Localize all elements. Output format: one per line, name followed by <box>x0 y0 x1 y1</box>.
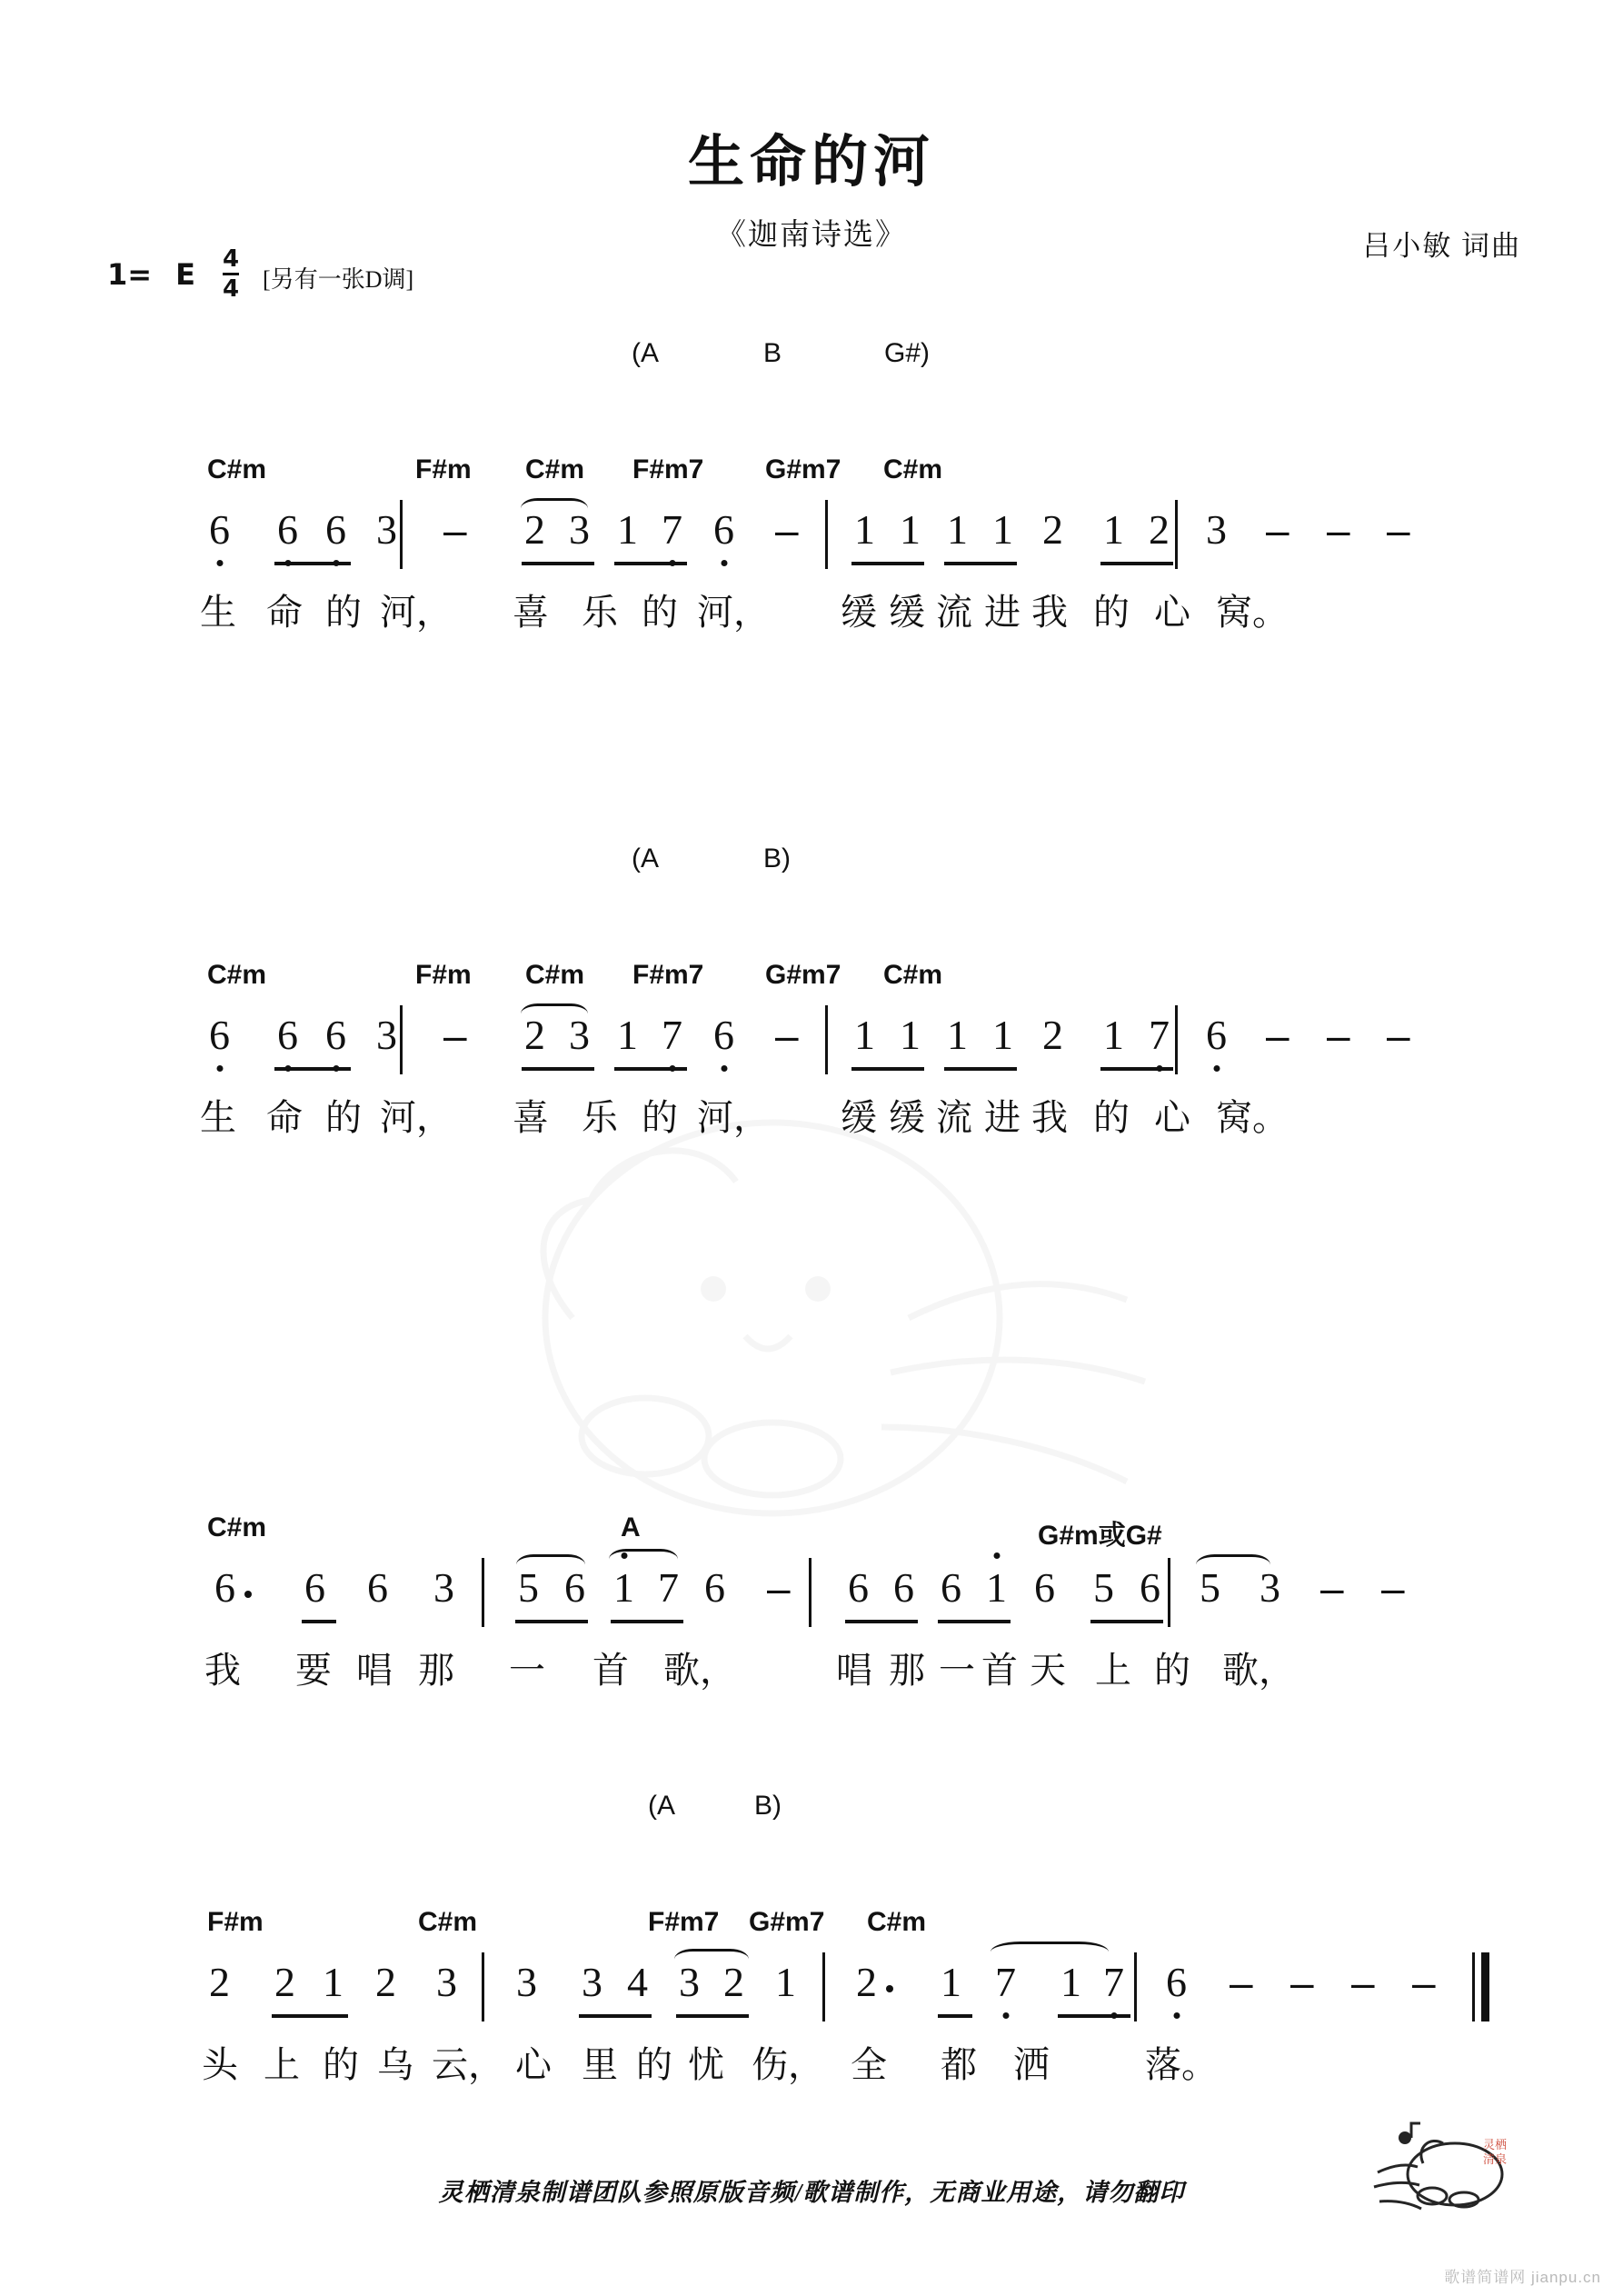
note-extender-dash: – <box>1266 506 1289 554</box>
chord-row <box>0 1512 1623 1554</box>
lyric-syllable: 要 <box>295 1650 332 1692</box>
chord-label: F#m <box>415 454 472 484</box>
barline <box>400 1005 403 1074</box>
beam-line <box>611 1620 683 1623</box>
chord-label: C#m <box>525 454 585 484</box>
alternate-chord-label: B) <box>754 1791 782 1821</box>
lyric-syllable: 缓 <box>841 592 877 634</box>
lyric-syllable: 流 <box>936 1097 972 1139</box>
note-number: 6 <box>1034 1564 1055 1611</box>
note-extender-dash: – <box>767 1564 791 1612</box>
beam-line <box>1100 562 1173 565</box>
note-number: 5 <box>518 1564 539 1611</box>
note-number: 6 <box>325 1012 346 1058</box>
note-number: 6 <box>1206 1012 1227 1058</box>
alternate-chord-row <box>0 1354 1623 1396</box>
lyric-syllable: 河， <box>697 592 770 634</box>
beam-line <box>614 562 687 565</box>
note-number: 6 <box>848 1564 869 1611</box>
lyric-syllable: 首 <box>592 1650 629 1692</box>
key-note: [另有一张D调] <box>263 266 414 293</box>
alternate-chord-label: B <box>763 338 782 368</box>
chord-label: A <box>621 1512 641 1542</box>
note-extender-dash: – <box>1387 506 1410 554</box>
note-number: 5 <box>1200 1564 1220 1611</box>
music-system <box>0 1354 1623 1716</box>
lyric-syllable: 全 <box>851 2044 887 2086</box>
note-number: 3 <box>582 1959 602 2005</box>
note-number: 3 <box>516 1959 537 2005</box>
lyric-syllable: 唱 <box>836 1650 872 1692</box>
note-number: 1 <box>992 506 1013 553</box>
lyric-syllable: 流 <box>936 592 972 634</box>
note-number: 3 <box>436 1959 457 2005</box>
notation-row <box>0 496 1623 584</box>
lyric-syllable: 河， <box>380 1097 453 1139</box>
lyric-syllable: 我 <box>1031 1097 1068 1139</box>
note-extender-dash: – <box>775 506 799 554</box>
note-extender-dash: – <box>1381 1564 1405 1612</box>
chord-label: C#m <box>207 1512 267 1542</box>
note-number: 6 <box>367 1564 388 1611</box>
note-number: 1 <box>617 506 638 553</box>
beam-line <box>1058 2014 1130 2018</box>
key-value: E <box>175 256 195 292</box>
barline <box>1175 500 1178 569</box>
lyric-syllable: 伤， <box>752 2044 824 2086</box>
note-number: 3 <box>376 1012 397 1058</box>
note-number: 2 <box>524 506 545 553</box>
lyric-syllable: 的 <box>1093 592 1130 634</box>
lyric-syllable: 歌， <box>1222 1650 1295 1692</box>
note-number: 6 <box>209 1012 230 1058</box>
note-number: 2 <box>209 1959 230 2005</box>
lyric-syllable: 都 <box>941 2044 977 2086</box>
lyrics-row <box>0 584 1623 658</box>
chord-label: C#m <box>207 454 267 484</box>
note-number: 2 <box>856 1959 877 2005</box>
beam-line <box>845 1620 918 1623</box>
note-number: 5 <box>1093 1564 1114 1611</box>
lyric-syllable: 生 <box>200 1097 236 1139</box>
note-extender-dash: – <box>1230 1959 1253 2006</box>
lyric-syllable: 的 <box>642 592 678 634</box>
chord-label: F#m <box>207 1907 264 1937</box>
note-number: 7 <box>658 1564 679 1611</box>
barline <box>825 500 828 569</box>
lyric-syllable: 的 <box>642 1097 678 1139</box>
lyric-syllable: 缓 <box>889 1097 925 1139</box>
note-extender-dash: – <box>1327 506 1350 554</box>
beam-line <box>944 562 1017 565</box>
note-number: 7 <box>1149 1012 1170 1058</box>
lyric-syllable: 缓 <box>841 1097 877 1139</box>
barline <box>1168 1558 1170 1627</box>
chord-label: C#m <box>207 960 267 990</box>
svg-text:清泉: 清泉 <box>1483 2153 1508 2167</box>
lyric-syllable: 命 <box>266 1097 303 1139</box>
note-number: 2 <box>1042 1012 1063 1058</box>
note-number: 1 <box>323 1959 344 2005</box>
chord-label: F#m7 <box>632 960 704 990</box>
note-number: 7 <box>662 1012 682 1058</box>
note-number: 1 <box>1060 1959 1081 2005</box>
alternate-chord-label: B) <box>763 844 791 873</box>
note-number: 6 <box>209 506 230 553</box>
song-subtitle: 《迦南诗选》 <box>716 219 907 252</box>
barline <box>482 1952 484 2021</box>
note-extender-dash: – <box>1387 1012 1410 1059</box>
note-number: 1 <box>613 1564 634 1611</box>
note-number: 3 <box>1206 506 1227 553</box>
notation-row <box>0 1002 1623 1089</box>
chord-label: F#m <box>415 960 472 990</box>
barline <box>1134 1952 1137 2021</box>
barline <box>1175 1005 1178 1074</box>
lyric-syllable: 进 <box>984 1097 1021 1139</box>
alternate-chord-row <box>0 844 1623 885</box>
lyric-syllable: 云， <box>432 2044 504 2086</box>
chord-label: C#m <box>418 1907 478 1937</box>
key-prefix: 1= <box>107 256 153 292</box>
note-number: 6 <box>713 506 734 553</box>
lyric-syllable: 的 <box>325 1097 362 1139</box>
lyric-syllable: 天 <box>1030 1650 1066 1692</box>
note-number: 2 <box>723 1959 744 2005</box>
alternate-chord-label: (A <box>632 338 659 368</box>
beam-line <box>1100 1067 1173 1071</box>
note-number: 6 <box>704 1564 725 1611</box>
barline <box>825 1005 828 1074</box>
lyric-syllable: 生 <box>200 592 236 634</box>
key-signature-block <box>107 247 413 301</box>
lyric-syllable: 河， <box>697 1097 770 1139</box>
beam-line <box>944 1067 1017 1071</box>
note-number: 1 <box>854 506 875 553</box>
note-number: 2 <box>524 1012 545 1058</box>
chord-label: C#m <box>867 1907 927 1937</box>
note-number: 1 <box>947 1012 968 1058</box>
producer-stamp-icon <box>1369 2118 1532 2218</box>
barline <box>400 500 403 569</box>
meter-denominator: 4 <box>223 273 239 301</box>
beam-line <box>579 2014 652 2018</box>
beam-line <box>302 1620 336 1623</box>
beam-line <box>851 1067 924 1071</box>
lyrics-row <box>0 2036 1623 2111</box>
lyric-syllable: 进 <box>984 592 1021 634</box>
lyric-syllable: 命 <box>266 592 303 634</box>
lyrics-row <box>0 1642 1623 1716</box>
beam-line <box>522 562 594 565</box>
lyric-syllable: 落。 <box>1145 2044 1218 2086</box>
note-number: 6 <box>277 1012 298 1058</box>
note-number: 2 <box>1149 506 1170 553</box>
lyric-syllable: 河， <box>380 592 453 634</box>
beam-line <box>522 1067 594 1071</box>
note-extender-dash: – <box>1290 1959 1314 2006</box>
lyric-syllable: 的 <box>323 2044 359 2086</box>
song-title: 生命的河 <box>687 128 935 195</box>
notation-row <box>0 1949 1623 2036</box>
note-number: 1 <box>986 1564 1007 1611</box>
note-number: 6 <box>1166 1959 1187 2005</box>
chord-label: C#m <box>525 960 585 990</box>
note-number: 3 <box>433 1564 454 1611</box>
lyric-syllable: 我 <box>204 1650 241 1692</box>
footer-note: 灵栖清泉制谱团队参照原版音频/歌谱制作，无商业用途，请勿翻印 <box>438 2179 1185 2206</box>
note-number: 1 <box>775 1959 796 2005</box>
lyric-syllable: 喜 <box>513 1097 549 1139</box>
note-number: 3 <box>569 506 590 553</box>
chord-label: G#m7 <box>749 1907 825 1937</box>
note-number: 6 <box>214 1564 235 1611</box>
alternate-chord-row <box>0 1791 1623 1832</box>
note-number: 3 <box>679 1959 700 2005</box>
svg-text:灵栖: 灵栖 <box>1483 2139 1508 2152</box>
beam-line <box>851 562 924 565</box>
lyric-syllable: 上 <box>264 2044 300 2086</box>
music-system <box>0 1791 1623 2111</box>
lyric-syllable: 的 <box>325 592 362 634</box>
music-system <box>0 844 1623 1163</box>
lyric-syllable: 的 <box>636 2044 672 2086</box>
lyric-syllable: 一 <box>509 1650 545 1692</box>
note-number: 2 <box>1042 506 1063 553</box>
note-number: 2 <box>375 1959 396 2005</box>
lyric-syllable: 心 <box>1154 592 1190 634</box>
note-number: 1 <box>854 1012 875 1058</box>
note-extender-dash: – <box>775 1012 799 1059</box>
note-number: 6 <box>325 506 346 553</box>
lyric-syllable: 心 <box>1154 1097 1190 1139</box>
lyric-syllable: 唱 <box>356 1650 393 1692</box>
lyric-syllable: 的 <box>1154 1650 1190 1692</box>
lyric-syllable: 窝。 <box>1216 1097 1289 1139</box>
lyrics-row <box>0 1089 1623 1163</box>
note-number: 6 <box>713 1012 734 1058</box>
beam-line <box>676 2014 749 2018</box>
composer-credit: 吕小敏 词曲 <box>1362 230 1521 262</box>
notation-row <box>0 1554 1623 1642</box>
barline <box>482 1558 484 1627</box>
note-number: 6 <box>304 1564 325 1611</box>
lyric-syllable: 里 <box>582 2044 618 2086</box>
note-number: 1 <box>1103 506 1124 553</box>
note-number: 6 <box>277 506 298 553</box>
note-number: 1 <box>900 506 921 553</box>
lyric-syllable: 忧 <box>688 2044 724 2086</box>
lyric-syllable: 那 <box>418 1650 454 1692</box>
note-extender-dash: – <box>1320 1564 1344 1612</box>
site-credit: 歌谱简谱网 jianpu.cn <box>1444 2269 1601 2286</box>
chord-label: F#m7 <box>648 1907 720 1937</box>
lyric-syllable: 上 <box>1095 1650 1131 1692</box>
note-extender-dash: – <box>1266 1012 1289 1059</box>
lyric-syllable: 喜 <box>513 592 549 634</box>
note-number: 2 <box>274 1959 295 2005</box>
lyric-syllable: 乐 <box>582 592 618 634</box>
beam-line <box>1090 1620 1163 1623</box>
lyric-syllable: 乌 <box>377 2044 413 2086</box>
lyric-syllable: 首 <box>981 1650 1018 1692</box>
barline <box>822 1952 825 2021</box>
lyric-syllable: 我 <box>1031 592 1068 634</box>
note-number: 6 <box>893 1564 914 1611</box>
alternate-chord-row <box>0 338 1623 380</box>
note-number: 1 <box>992 1012 1013 1058</box>
beam-line <box>272 2014 348 2018</box>
note-extender-dash: – <box>443 1012 467 1059</box>
chord-row <box>0 454 1623 496</box>
note-number: 6 <box>1140 1564 1160 1611</box>
beam-line <box>938 1620 1011 1623</box>
chord-label: G#m或G# <box>1038 1521 1162 1551</box>
note-number: 3 <box>569 1012 590 1058</box>
chord-label: G#m7 <box>765 454 841 484</box>
alternate-chord-label: (A <box>648 1791 675 1821</box>
note-number: 1 <box>617 1012 638 1058</box>
time-signature <box>223 247 239 301</box>
note-extender-dash: – <box>1327 1012 1350 1059</box>
lyric-syllable: 那 <box>889 1650 925 1692</box>
note-number: 1 <box>1103 1012 1124 1058</box>
note-extender-dash: – <box>443 506 467 554</box>
note-extender-dash: – <box>1351 1959 1375 2006</box>
meter-numerator: 4 <box>222 245 240 273</box>
music-system <box>0 338 1623 658</box>
barline <box>809 1558 812 1627</box>
note-number: 7 <box>662 506 682 553</box>
lyric-syllable: 歌， <box>663 1650 736 1692</box>
lyric-syllable: 乐 <box>582 1097 618 1139</box>
chord-label: F#m7 <box>632 454 704 484</box>
lyric-syllable: 洒 <box>1013 2044 1050 2086</box>
lyric-syllable: 头 <box>202 2044 238 2086</box>
note-number: 7 <box>1103 1959 1124 2005</box>
alternate-chord-label: (A <box>632 844 659 873</box>
lyric-syllable: 缓 <box>889 592 925 634</box>
chord-label: C#m <box>883 960 943 990</box>
beam-line <box>515 1620 588 1623</box>
beam-line <box>614 1067 687 1071</box>
lyric-syllable: 的 <box>1093 1097 1130 1139</box>
note-number: 4 <box>627 1959 648 2005</box>
chord-label: C#m <box>883 454 943 484</box>
note-number: 6 <box>564 1564 585 1611</box>
note-number: 1 <box>900 1012 921 1058</box>
lyric-syllable: 窝。 <box>1216 592 1289 634</box>
note-number: 3 <box>1260 1564 1280 1611</box>
note-number: 1 <box>947 506 968 553</box>
chord-row <box>0 1907 1623 1949</box>
beam-line <box>938 2014 972 2018</box>
note-number: 6 <box>941 1564 961 1611</box>
alternate-chord-label: G#) <box>884 338 931 368</box>
note-number: 3 <box>376 506 397 553</box>
note-number: 7 <box>995 1959 1016 2005</box>
lyric-syllable: 心 <box>515 2044 552 2086</box>
chord-row <box>0 960 1623 1002</box>
note-extender-dash: – <box>1412 1959 1436 2006</box>
lyric-syllable: 一 <box>939 1650 975 1692</box>
note-number: 1 <box>941 1959 961 2005</box>
chord-label: G#m7 <box>765 960 841 990</box>
